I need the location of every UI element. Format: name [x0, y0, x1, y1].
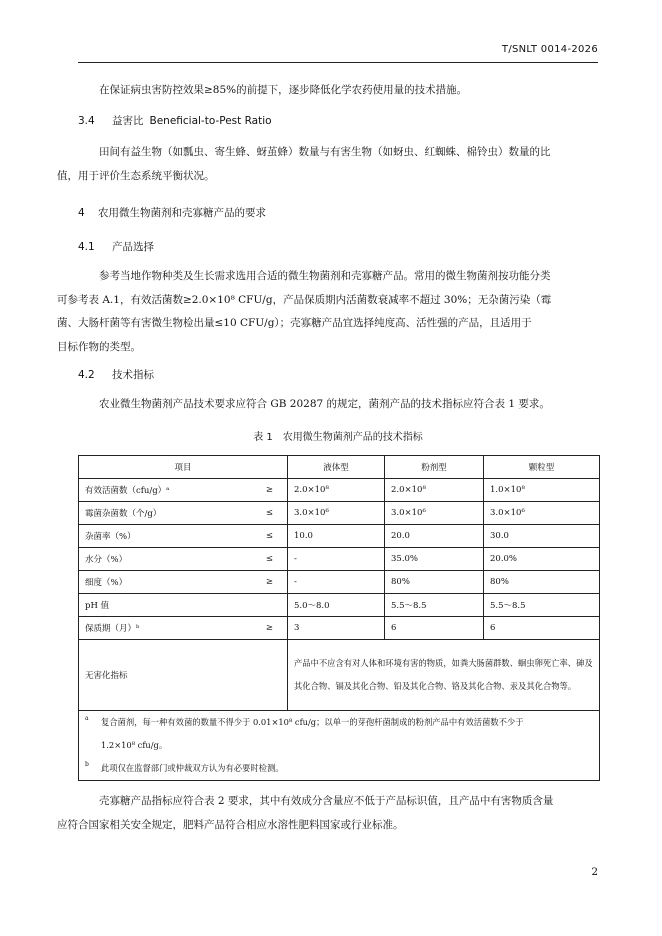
body-line: 目标作物的类型。	[57, 340, 141, 353]
table-caption	[78, 428, 598, 443]
cell-powder: 80%	[385, 571, 484, 594]
comparator: ≤	[265, 554, 273, 564]
body-line: 应符合国家相关安全规定，肥料产品符合相应水溶性肥料国家或行业标准。	[57, 818, 404, 831]
after-table-paragraph	[57, 790, 598, 837]
comparator: ≥	[265, 623, 273, 633]
cell-powder: 20.0	[385, 525, 484, 548]
section-title: 农用微生物菌剂和壳寡糖产品的要求	[98, 207, 266, 219]
header-item: 项目	[79, 456, 288, 479]
cell-liquid: 2.0×10⁸	[288, 479, 385, 502]
section-4-2-body: 农业微生物菌剂产品技术要求应符合 GB 20287 的规定，菌剂产品的技术指标应符合表 1 要求。	[99, 398, 550, 410]
body-line: 值，用于评价生态系统平衡状况。	[57, 169, 215, 182]
table-row	[79, 571, 600, 594]
item-label: 水分（%）	[85, 555, 128, 565]
table-row	[79, 502, 600, 525]
cell-liquid: -	[288, 571, 385, 594]
cell-granule: 1.0×10⁸	[484, 479, 600, 502]
section-title-zh: 益害比	[112, 115, 144, 127]
cell-powder: 6	[385, 617, 484, 640]
header-liquid: 液体型	[288, 456, 385, 479]
footnote-text-continued: 1.2×10⁸ cfu/g。	[101, 740, 168, 750]
table-header-row	[79, 456, 600, 479]
row-item	[79, 502, 288, 525]
table-row-harmless	[79, 640, 600, 711]
table-notes	[79, 711, 600, 781]
cell-powder: 3.0×10⁶	[385, 502, 484, 525]
item-label: 霉菌杂菌数（个/g）	[85, 509, 162, 519]
header-granule: 颗粒型	[484, 456, 600, 479]
cell-granule: 20.0%	[484, 548, 600, 571]
doc-id-header: T/SNLT 0014-2026	[501, 44, 598, 55]
header-rule	[78, 62, 598, 63]
cell-granule: 6	[484, 617, 600, 640]
body-line: 菌、大肠杆菌等有害微生物检出量≤10 CFU/g）；壳寡糖产品宜选择纯度高、活性强的产品，且适用于	[57, 317, 532, 329]
cell-granule: 80%	[484, 571, 600, 594]
body-line: 参考当地作物种类及生长需求选用合适的微生物菌剂和壳寡糖产品。常用的微生物菌剂按功能分类	[99, 270, 551, 282]
page-number: 2	[591, 866, 598, 878]
section-3-4-heading	[78, 114, 272, 128]
body-line: 田间有益生物（如瓢虫、寄生蜂、蚜茧蜂）数量与有害生物（如蚜虫、红蜘蛛、棉铃虫）数量的比	[99, 146, 551, 158]
cell-liquid: -	[288, 548, 385, 571]
cell-granule: 3.0×10⁶	[484, 502, 600, 525]
cell-powder: 2.0×10⁸	[385, 479, 484, 502]
cell-liquid: 3	[288, 617, 385, 640]
section-title: 产品选择	[112, 241, 154, 253]
comparator: ≤	[265, 508, 273, 518]
footnote-b	[85, 757, 593, 780]
row-item	[79, 571, 288, 594]
spec-table	[78, 455, 600, 781]
table-row	[79, 548, 600, 571]
section-title-en: Beneficial-to-Pest Ratio	[149, 115, 272, 127]
footnote-text: 复合菌剂，每一种有效菌的数量不得少于 0.01×10⁸ cfu/g；以单一的芽孢杆菌制成的粉剂产品中有效活菌数不少于	[101, 717, 524, 727]
item-label: 细度（%）	[85, 578, 128, 588]
section-4-1-heading	[78, 240, 154, 254]
section-title: 技术指标	[112, 369, 154, 381]
row-item: 无害化指标	[79, 640, 288, 711]
section-3-3-tail: 在保证病虫害防控效果≥85%的前提下，逐步降低化学农药使用量的技术措施。	[99, 84, 468, 96]
body-line: 可参考表 A.1，有效活菌数≥2.0×10⁸ CFU/g，产品保质期内活菌数衰减率不超过 30%；无杂菌污染（霉	[57, 293, 552, 306]
body-line: 壳寡糖产品指标应符合表 2 要求，其中有效成分含量应不低于产品标识值，且产品中有害物质含量	[99, 795, 554, 807]
item-label: pH 值	[85, 601, 110, 611]
section-number: 4.1	[78, 241, 95, 253]
table-caption-number: 表 1	[253, 432, 273, 443]
section-number: 3.4	[78, 115, 95, 127]
cell-liquid: 3.0×10⁶	[288, 502, 385, 525]
cell-granule: 5.5～8.5	[484, 594, 600, 617]
section-4-1-body	[57, 265, 598, 359]
section-3-4-body	[57, 141, 598, 188]
comparator: ≥	[265, 577, 273, 587]
harmless-requirement: 产品中不应含有对人体和环境有害的物质，如粪大肠菌群数、蛔虫卵死亡率、砷及其化合物、镉及其化合物、铅及其化合物、铬及其化合物、汞及其化合物等。	[288, 640, 600, 711]
cell-liquid: 5.0～8.0	[288, 594, 385, 617]
row-item	[79, 548, 288, 571]
section-4-heading	[78, 206, 266, 220]
table-row	[79, 479, 600, 502]
item-label: 杂菌率（%）	[85, 532, 136, 542]
table-row	[79, 594, 600, 617]
comparator: ≥	[265, 485, 273, 495]
item-label: 保质期（月）ᵇ	[85, 624, 140, 634]
row-item	[79, 594, 288, 617]
cell-powder: 35.0%	[385, 548, 484, 571]
comparator: ≤	[265, 531, 273, 541]
section-4-2-heading	[78, 368, 154, 382]
table-row	[79, 617, 600, 640]
section-number: 4.2	[78, 369, 95, 381]
footnote-marker: b	[85, 761, 89, 768]
row-item	[79, 617, 288, 640]
table-notes-row	[79, 711, 600, 781]
row-item	[79, 525, 288, 548]
item-label: 有效活菌数（cfu/g）ᵃ	[85, 486, 170, 496]
cell-liquid: 10.0	[288, 525, 385, 548]
cell-powder: 5.5～8.5	[385, 594, 484, 617]
footnote-a	[85, 711, 593, 757]
cell-granule: 30.0	[484, 525, 600, 548]
header-powder: 粉剂型	[385, 456, 484, 479]
table-row	[79, 525, 600, 548]
section-number: 4	[78, 207, 85, 219]
footnote-text: 此项仅在监督部门或仲裁双方认为有必要时检测。	[101, 763, 284, 773]
table-caption-title: 农用微生物菌剂产品的技术指标	[282, 432, 423, 443]
footnote-marker: a	[85, 715, 89, 722]
row-item	[79, 479, 288, 502]
